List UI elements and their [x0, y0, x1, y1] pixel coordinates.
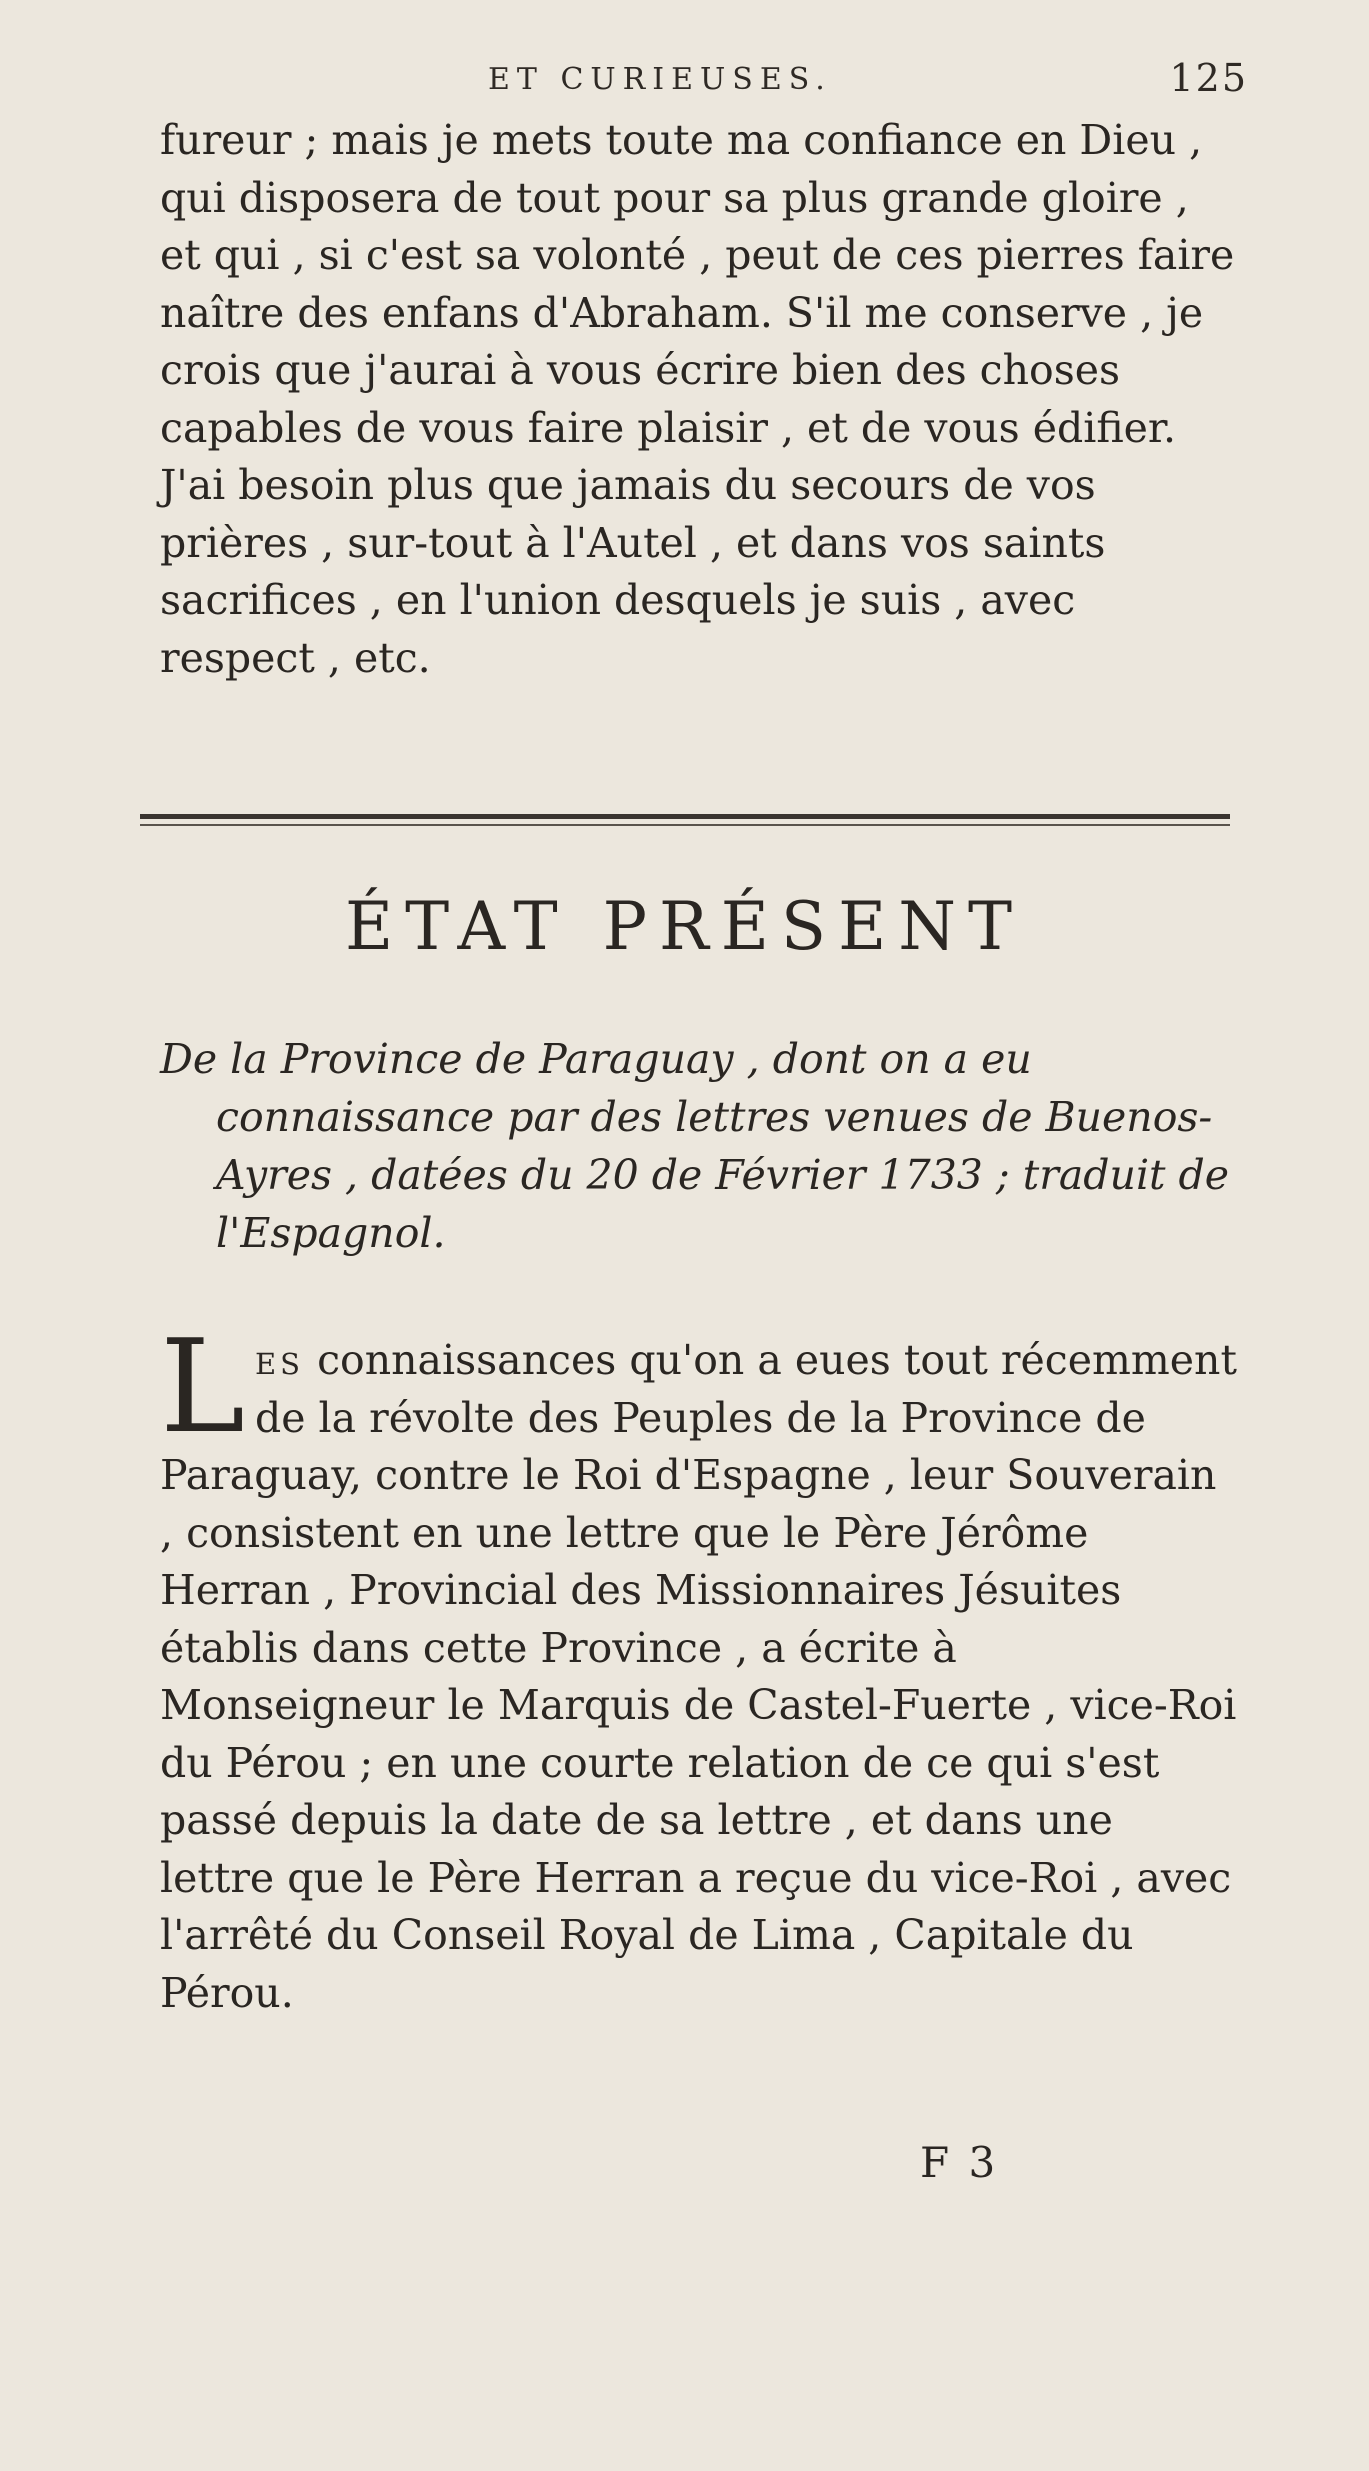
section-divider-thick: [140, 814, 1230, 819]
running-title: ET CURIEUSES.: [488, 62, 832, 97]
signature-mark: F 3: [920, 2138, 999, 2187]
letter-closing-paragraph: fureur ; mais je mets toute ma confiance en Dieu , qui disposera de tout pour sa plus grande gloire , et qui , si c'est sa volonté , peut de ces pierres faire naître des enfans d'Abraham. S'il me conserve , je crois que j'aurai à vous écrire bien des choses capables de vous faire plaisir , et de vous édifier. J'ai besoin plus que jamais du secours de vos prières , sur-tout à l'Autel , et dans vos saints sacrifices , en l'union desquels je suis , avec respect , etc.: [160, 116, 1235, 682]
drop-cap: L: [160, 1313, 245, 1462]
body-text: connaissances qu'on a eues tout récemment de la révolte des Peuples de la Province de Paraguay, contre le Roi d'Espagne , leur Souverain , consistent en une lettre que le Père Jérôme Herran , Provincial des Missionnaires Jésuites établis dans cette Province , a écrite à Monseigneur le Marquis de Castel-Fuerte , vice-Roi du Pérou ; en une courte relation de ce qui s'est passé depuis la date de sa lettre , et dans une lettre que le Père Herran a reçue du vice-Roi , avec l'arrêté du Conseil Royal de Lima , Capitale du Pérou.: [160, 1336, 1237, 2017]
body-paragraph: [160, 1313, 1240, 2022]
first-word-rest: es: [255, 1336, 305, 1384]
section-subtitle: De la Province de Paraguay , dont on a eu connaissance par des lettres venues de Buenos-Ayres , datées du 20 de Février 1733 ; traduit de l'Espagnol.: [160, 1035, 1230, 1257]
page-number: 125: [1169, 56, 1248, 100]
section-title: ÉTAT PRÉSENT: [344, 888, 1025, 965]
running-head: [488, 56, 1248, 112]
section-divider-thin: [140, 824, 1230, 826]
